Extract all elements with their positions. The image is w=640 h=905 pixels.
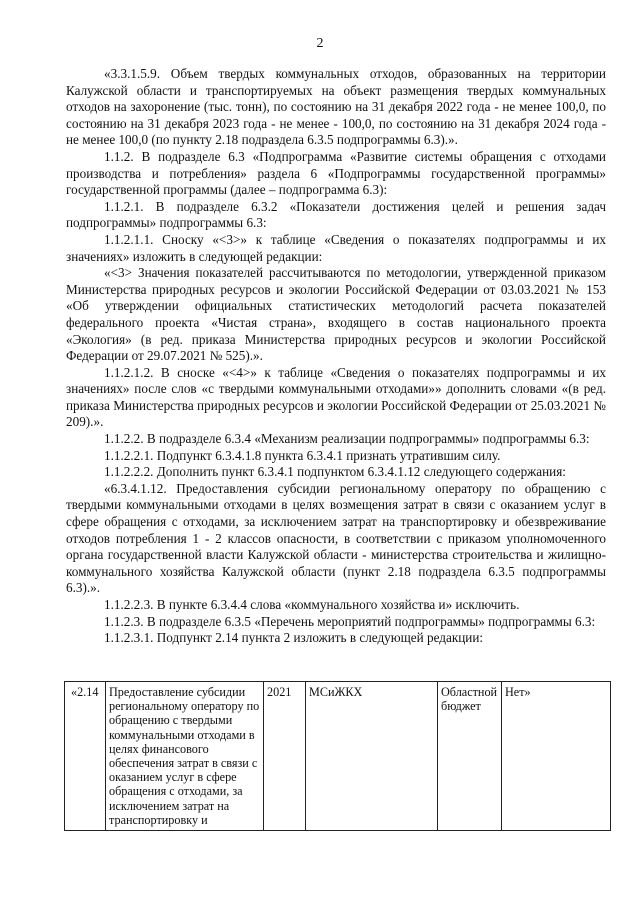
cell-amount: Нет» xyxy=(502,682,611,831)
paragraph-3-3-1-5-9: «3.3.1.5.9. Объем твердых коммунальных отходов, образованных на территории Калужской области и транспортируемых на объект размещения твердых коммунальных отходов на захоронение (тыс. тонн), по состоянию на 31 декабря 2022 года - не менее 100,0, по состоянию на 31 декабря 2023 года - не менее - 100,0, по состоянию на 31 декабря 2024 года - не менее 100,0 (по пункту 2.18 подраздела 6.3.5 подпрограммы 6.3).». xyxy=(66,66,606,148)
cell-description: Предоставление субсидии региональному оператору по обращению с твердыми коммунальными отходами в целях финансового обеспечения затрат в связи с оказанием услуг в сфере обращения с отходами, за исключением затрат на транспортировку и xyxy=(106,682,264,831)
cell-number: «2.14 xyxy=(65,682,106,831)
paragraph-1-1-2-3: 1.1.2.3. В подразделе 6.3.5 «Перечень мероприятий подпрограммы» подпрограммы 6.3: xyxy=(104,613,596,629)
paragraph-1-1-2-3-1: 1.1.2.3.1. Подпункт 2.14 пункта 2 изложить в следующей редакции: xyxy=(104,630,484,646)
paragraph-1-1-2: 1.1.2. В подразделе 6.3 «Подпрограмма «Развитие системы обращения с отходами производства и потребления» раздела 6 «Подпрограммы государственной программы» государственной программы (далее – подпрограмма 6.3): xyxy=(66,148,606,198)
paragraph-1-1-2-2: 1.1.2.2. В подразделе 6.3.4 «Механизм реализации подпрограммы» подпрограммы 6.3: xyxy=(104,431,590,447)
page-number: 2 xyxy=(316,36,324,51)
paragraph-1-1-2-2-1: 1.1.2.2.1. Подпункт 6.3.4.1.8 пункта 6.3.4.1 признать утратившим силу. xyxy=(104,447,501,463)
cell-executor: МСиЖКХ xyxy=(306,682,438,831)
cell-source: Областной бюджет xyxy=(438,682,502,831)
table-row xyxy=(65,682,611,831)
paragraph-1-1-2-1-2: 1.1.2.1.2. В сноске «<4>» к таблице «Сведения о показателях подпрограммы и их значениях» после слов «с твердыми коммунальными отходами»» дополнить словами «(в ред. приказа Министерства природных ресурсов и экологии Российской Федерации от 25.03.2021 № 209).». xyxy=(66,364,606,430)
paragraph-1-1-2-1: 1.1.2.1. В подразделе 6.3.2 «Показатели достижения целей и решения задач подпрограммы» подпрограммы 6.3: xyxy=(66,198,606,231)
paragraph-1-1-2-2-3: 1.1.2.2.3. В пункте 6.3.4.4 слова «коммунального хозяйства и» исключить. xyxy=(104,597,520,612)
cell-year: 2021 xyxy=(264,682,306,831)
paragraph-6-3-4-1-12: «6.3.4.1.12. Предоставления субсидии региональному оператору по обращению с твердыми коммунальными отходами в целях возмещения затрат в связи с оказанием услуг в сфере обращения с отходами, за исключением затрат на транспортировку и обезвреживание отходов потребления 1 - 2 классов опасности, в соответствии с приказом уполномоченного органа государственной власти Калужской области - министерства строительства и жилищно-коммунального хозяйства Калужской области (пункт 2.18 подраздела 6.3.5 подпрограммы 6.3).». xyxy=(66,480,606,596)
paragraph-1-1-2-1-1: 1.1.2.1.1. Сноску «<3>» к таблице «Сведения о показателях подпрограммы и их значениях» изложить в следующей редакции: xyxy=(66,231,606,264)
paragraph-1-1-2-2-2: 1.1.2.2.2. Дополнить пункт 6.3.4.1 подпунктом 6.3.4.1.12 следующего содержания: xyxy=(104,464,566,480)
paragraph-footnote-3: «<3> Значения показателей рассчитываются по методологии, утвержденной приказом Министерства природных ресурсов и экологии Российской Федерации от 03.03.2021 № 153 «Об утверждении официальных статистических методологий расчета показателей федерального проекта «Чистая страна», входящего в состав национального проекта «Экология» (в ред. приказа Министерства природных ресурсов и экологии Российской Федерации от 29.07.2021 № 525).». xyxy=(66,265,606,364)
document-body xyxy=(66,66,606,647)
measures-table xyxy=(64,681,611,831)
